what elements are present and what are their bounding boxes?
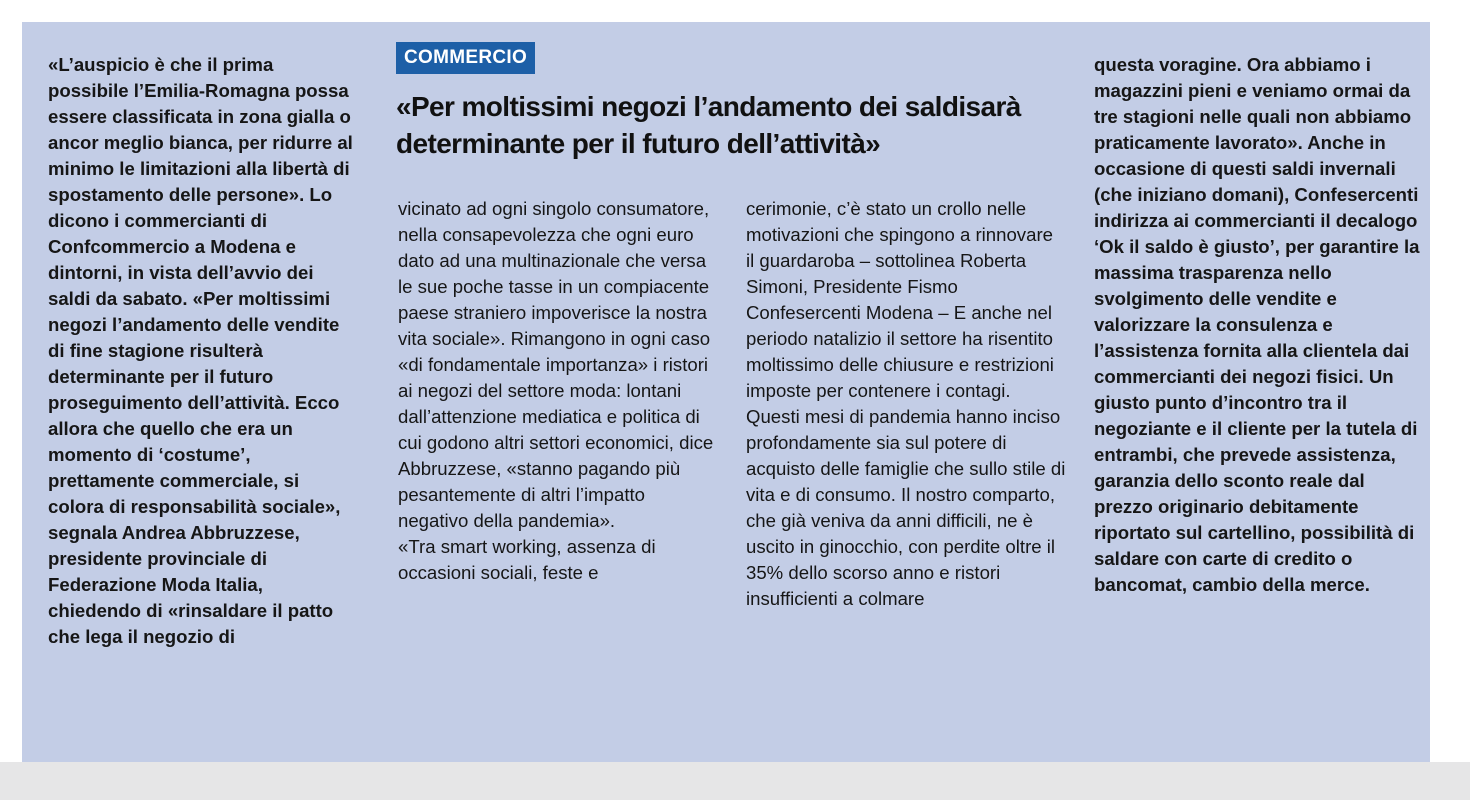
- headline-line-2: sarà determinante per il futuro dell’attività»: [396, 91, 1021, 159]
- article-headline: [396, 88, 1076, 162]
- viewer-bottom-bar: [0, 762, 1470, 800]
- page-left-margin: [0, 0, 22, 762]
- article-lead: «L’auspicio: [48, 54, 150, 75]
- page-right-margin: [1430, 0, 1470, 762]
- article-column-2: [398, 196, 718, 762]
- article-column-4: questa voragine. Ora abbiamo i magazzini pieni e veniamo ormai da tre stagioni nelle quali non abbiamo praticamente lavorato». Anche in occasione di questi saldi invernali (che iniziano domani), Confesercenti indirizza ai commercianti il decalogo ‘Ok il saldo è giusto’, per garantire la massima trasparenza nello svolgimento delle vendite e valorizzare la consulenza e l’assistenza fornita alla clientela dai commercianti dei negozi fisici. Un giusto punto d’incontro tra il negoziante e il cliente per la tutela di entrambi, che prevede assistenza, garanzia dello sconto reale dal prezzo originario debitamente riportato sul cartellino, possibilità di saldare con carte di credito o bancomat, cambio della merce.: [1094, 54, 1420, 595]
- page-top-margin: [0, 0, 1470, 22]
- article-column-1-text: è che il prima possibile l’Emilia-Romagna possa essere classificata in zona gialla o ancor meglio bianca, per ridurre al minimo le limitazioni alla libertà di spostamento delle persone». Lo dicono i commercianti di Confcommercio a Modena e dintorni, in vista dell’avvio dei saldi da sabato. «Per moltissimi negozi l’andamento delle vendite di fine stagione risulterà determinante per il futuro proseguimento dell’attività. Ecco allora che quello che era un momento di ‘costume’, prettamente commerciale, si colora di responsabilità sociale», segnala Andrea Abbruzzese, presidente provinciale di Federazione Moda Italia, chiedendo di «rinsaldare il patto che lega il negozio di: [48, 54, 353, 647]
- headline-line-1: «Per moltissimi negozi l’andamento dei saldi: [396, 91, 966, 122]
- article-column-2-paragraph-2: «Tra smart working, assenza di occasioni sociali, feste e: [398, 536, 656, 583]
- article-column-3: cerimonie, c’è stato un crollo nelle motivazioni che spingono a rinnovare il guardaroba – sottolinea Roberta Simoni, Presidente Fismo Confesercenti Modena – E anche nel periodo natalizio il settore ha risentito moltissimo delle chiusure e restrizioni imposte per contenere i contagi. Questi mesi di pandemia hanno inciso profondamente sia sul potere di acquisto delle famiglie che sullo stile di vita e di consumo. Il nostro comparto, che già veniva da anni difficili, ne è uscito in ginocchio, con perdite oltre il 35% dello scorso anno e ristori insufficienti a colmare: [746, 198, 1066, 609]
- article-column-1: [48, 52, 354, 762]
- article-column-2-paragraph-1: vicinato ad ogni singolo consumatore, nella consapevolezza che ogni euro dato ad una multinazionale che versa le sue poche tasse in un compiacente paese straniero impoverisce la nostra vita sociale». Rimangono in ogni caso «di fondamentale importanza» i ristori ai negozi del settore moda: lontani dall’attenzione mediatica e politica di cui godono altri settori economici, dice Abbruzzese, «stanno pagando più pesantemente di altri l’impatto negativo della pandemia».: [398, 198, 714, 531]
- news-article: [22, 22, 1430, 762]
- section-label: COMMERCIO: [396, 42, 535, 74]
